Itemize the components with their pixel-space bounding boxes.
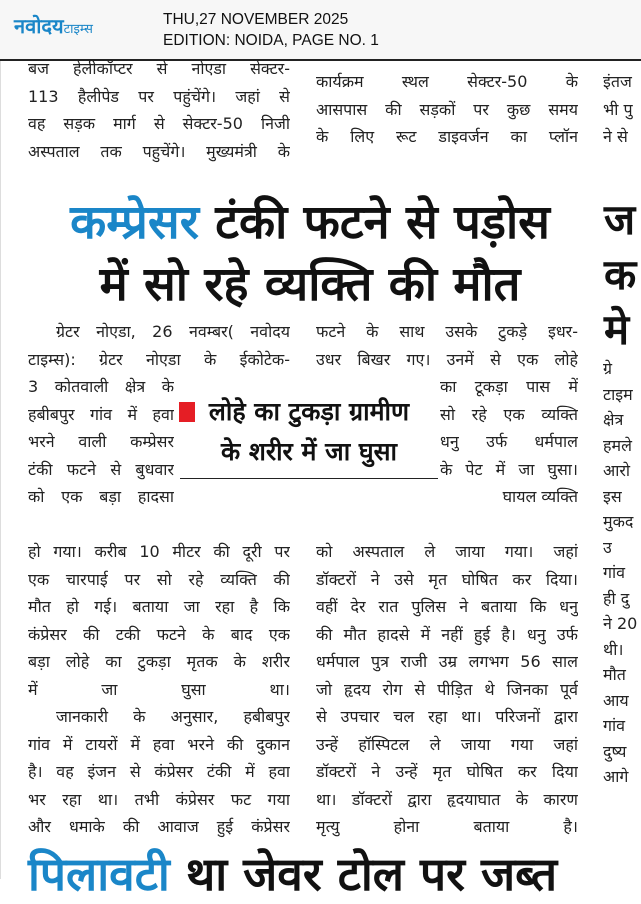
top-column-1 <box>28 55 290 165</box>
text-line: इस <box>603 486 622 506</box>
right-headline-line: ज <box>604 195 636 244</box>
text-line: भी पु <box>603 99 633 119</box>
text-line: जानकारी के अनुसार, हबीबपुर <box>56 707 290 726</box>
text-line: 3 कोतवाली क्षेत्र के <box>28 377 174 396</box>
text-line: मृत्यु होना बताया है। <box>316 817 578 836</box>
page-edge <box>0 60 1 879</box>
text-line: को अस्पताल ले जाया गया। जहां <box>316 542 578 561</box>
text-line: दुष्य <box>603 741 627 761</box>
logo-main: नवोदय <box>14 14 64 38</box>
article-col1-narrow <box>28 373 174 511</box>
text-line: क्षेत्र <box>603 410 624 429</box>
text-line: आरो <box>603 461 631 480</box>
text-line: उ <box>603 537 612 557</box>
text-line: गांव में टायरों में हवा भरने की दुकान <box>28 734 290 754</box>
text-line: से उपचार चल रहा था। परिजनों द्वारा <box>316 707 578 726</box>
article-col1-rest <box>28 538 290 841</box>
text-line: आगे <box>603 767 629 786</box>
logo-sub: टाइम्स <box>63 22 93 37</box>
headline <box>30 192 590 316</box>
edition-info <box>163 9 379 51</box>
text-line: कार्यक्रम स्थल सेक्टर-50 के <box>316 72 578 91</box>
text-line: धनु उर्फ धर्मपाल <box>440 432 578 451</box>
right-headline <box>604 192 636 357</box>
text-line: था। डॉक्टरों द्वारा हृदयाघात के कारण <box>316 789 578 809</box>
text-line: वहीं देर रात पुलिस ने बताया कि धनु <box>316 597 578 616</box>
text-line: गांव <box>603 716 626 735</box>
text-line: ने से <box>603 127 628 146</box>
text-line: फटने के साथ उसके टुकड़े इधर- <box>316 322 578 341</box>
text-line: के पेट में जा घुसा। <box>440 459 578 479</box>
text-line: टंकी फटने से बुधवार <box>28 459 174 479</box>
text-line: वह सड़क मार्ग से सेक्टर-50 निजी <box>28 114 290 133</box>
text-line: सो रहे एक व्यक्ति <box>440 404 578 424</box>
text-line: हो गया। करीब 10 मीटर की दूरी पर <box>28 542 290 561</box>
top-column-2 <box>316 68 578 151</box>
bottom-headline <box>28 842 557 904</box>
text-line: अस्पताल तक पहुचेंगे। मुख्यमंत्री के <box>28 141 290 161</box>
text-line: आसपास की सड़कों पर कुछ समय <box>316 99 578 119</box>
edition-page: EDITION: NOIDA, PAGE NO. 1 <box>163 32 379 49</box>
text-line: टाइम <box>603 384 633 404</box>
text-line: उन्हें हॉस्पिटल ले जाया गया जहां <box>316 734 578 754</box>
text-line: टाइम्स): ग्रेटर नोएडा के ईकोटेक- <box>28 349 290 369</box>
text-line: मौत <box>603 665 626 684</box>
text-line: है। वह इंजन से कंप्रेसर टंकी में हवा <box>28 762 290 781</box>
text-line: एक चारपाई पर सो रहे व्यक्ति की <box>28 569 290 589</box>
text-line: को एक बड़ा हादसा <box>28 487 174 506</box>
text-line: हबीबपुर गांव में हवा <box>28 404 174 424</box>
edition-date: THU,27 NOVEMBER 2025 <box>163 11 349 28</box>
text-line: उधर बिखर गए। उनमें से एक लोहे <box>316 349 578 369</box>
clipping-header <box>0 0 641 61</box>
text-line: और धमाके की आवाज हुई कंप्रेसर <box>28 817 290 836</box>
article-col2-rest <box>316 538 578 841</box>
text-line: में जा घुसा था। <box>28 679 290 699</box>
text-line: का टूकड़ा पास में <box>440 377 578 396</box>
text-line: की मौत हादसे में नहीं हुई है। धनु उर्फ <box>316 624 578 644</box>
right-headline-line: क <box>604 250 637 299</box>
text-line: ग्रे <box>603 359 613 378</box>
subheadline <box>180 392 438 479</box>
text-line: कंप्रेसर की टकी फटने के बाद एक <box>28 624 290 644</box>
top-column-3 <box>603 68 641 151</box>
text-line: गांव <box>603 563 626 582</box>
text-line: डॉक्टरों ने उसे मृत घोषित कर दिया। <box>316 569 578 589</box>
newspaper-logo <box>14 12 93 39</box>
text-line: मौत हो गई। बताया जा रहा है कि <box>28 597 290 616</box>
text-line: बज हेलीकॉप्टर से नोएडा सेक्टर- <box>28 59 290 78</box>
text-line: हमले <box>603 435 632 455</box>
text-line: 113 हैलीपेड पर पहुंचेंगे। जहां से <box>28 86 290 106</box>
text-line: भरने वाली कम्प्रेसर <box>28 432 174 451</box>
article-col1-top <box>28 318 290 373</box>
headline-line1: टंकी फटने से पड़ोस <box>198 195 550 250</box>
headline-accent: कम्प्रेसर <box>70 195 199 250</box>
text-line: घायल व्यक्ति <box>502 487 578 506</box>
headline-line2: में सो रहे व्यक्ति की मौत <box>99 257 521 312</box>
text-line: भर रहा था। तभी कंप्रेसर फट गया <box>28 789 290 809</box>
text-line: के लिए रूट डाइवर्जन का प्लॉन <box>316 127 578 146</box>
right-headline-line: मे <box>604 305 630 354</box>
bottom-headline-rest: था जेवर टोल पर जब्त <box>169 847 558 901</box>
text-line: ही दु <box>603 588 630 608</box>
text-line: ग्रेटर नोएडा, 26 नवम्बर( नवोदय <box>56 322 290 341</box>
text-line: ने 20 <box>603 614 638 633</box>
subheadline-line2: के शरीर में जा घुसा <box>220 437 398 466</box>
article-col2-top <box>316 318 578 373</box>
text-line: धर्मपाल पुत्र राजी उम्र लगभग 56 साल <box>316 652 578 671</box>
text-line: जो हृदय रोग से पीड़ित थे जिनका पूर्व <box>316 679 578 699</box>
subheadline-line1: लोहे का टुकड़ा ग्रामीण <box>208 397 410 426</box>
bottom-headline-accent: पिलावटी <box>28 847 170 901</box>
right-column-text <box>603 356 641 790</box>
text-line: डॉक्टरों ने उन्हें मृत घोषित कर दिया <box>316 762 578 781</box>
text-line: आय <box>603 690 629 710</box>
text-line: मुकद <box>603 512 634 531</box>
text-line: थी। <box>603 639 624 659</box>
article-col2-narrow <box>440 373 578 511</box>
text-line: बड़ा लोहे का टुकड़ा मृतक के शरीर <box>28 652 290 671</box>
text-line: इंतज <box>603 72 632 91</box>
